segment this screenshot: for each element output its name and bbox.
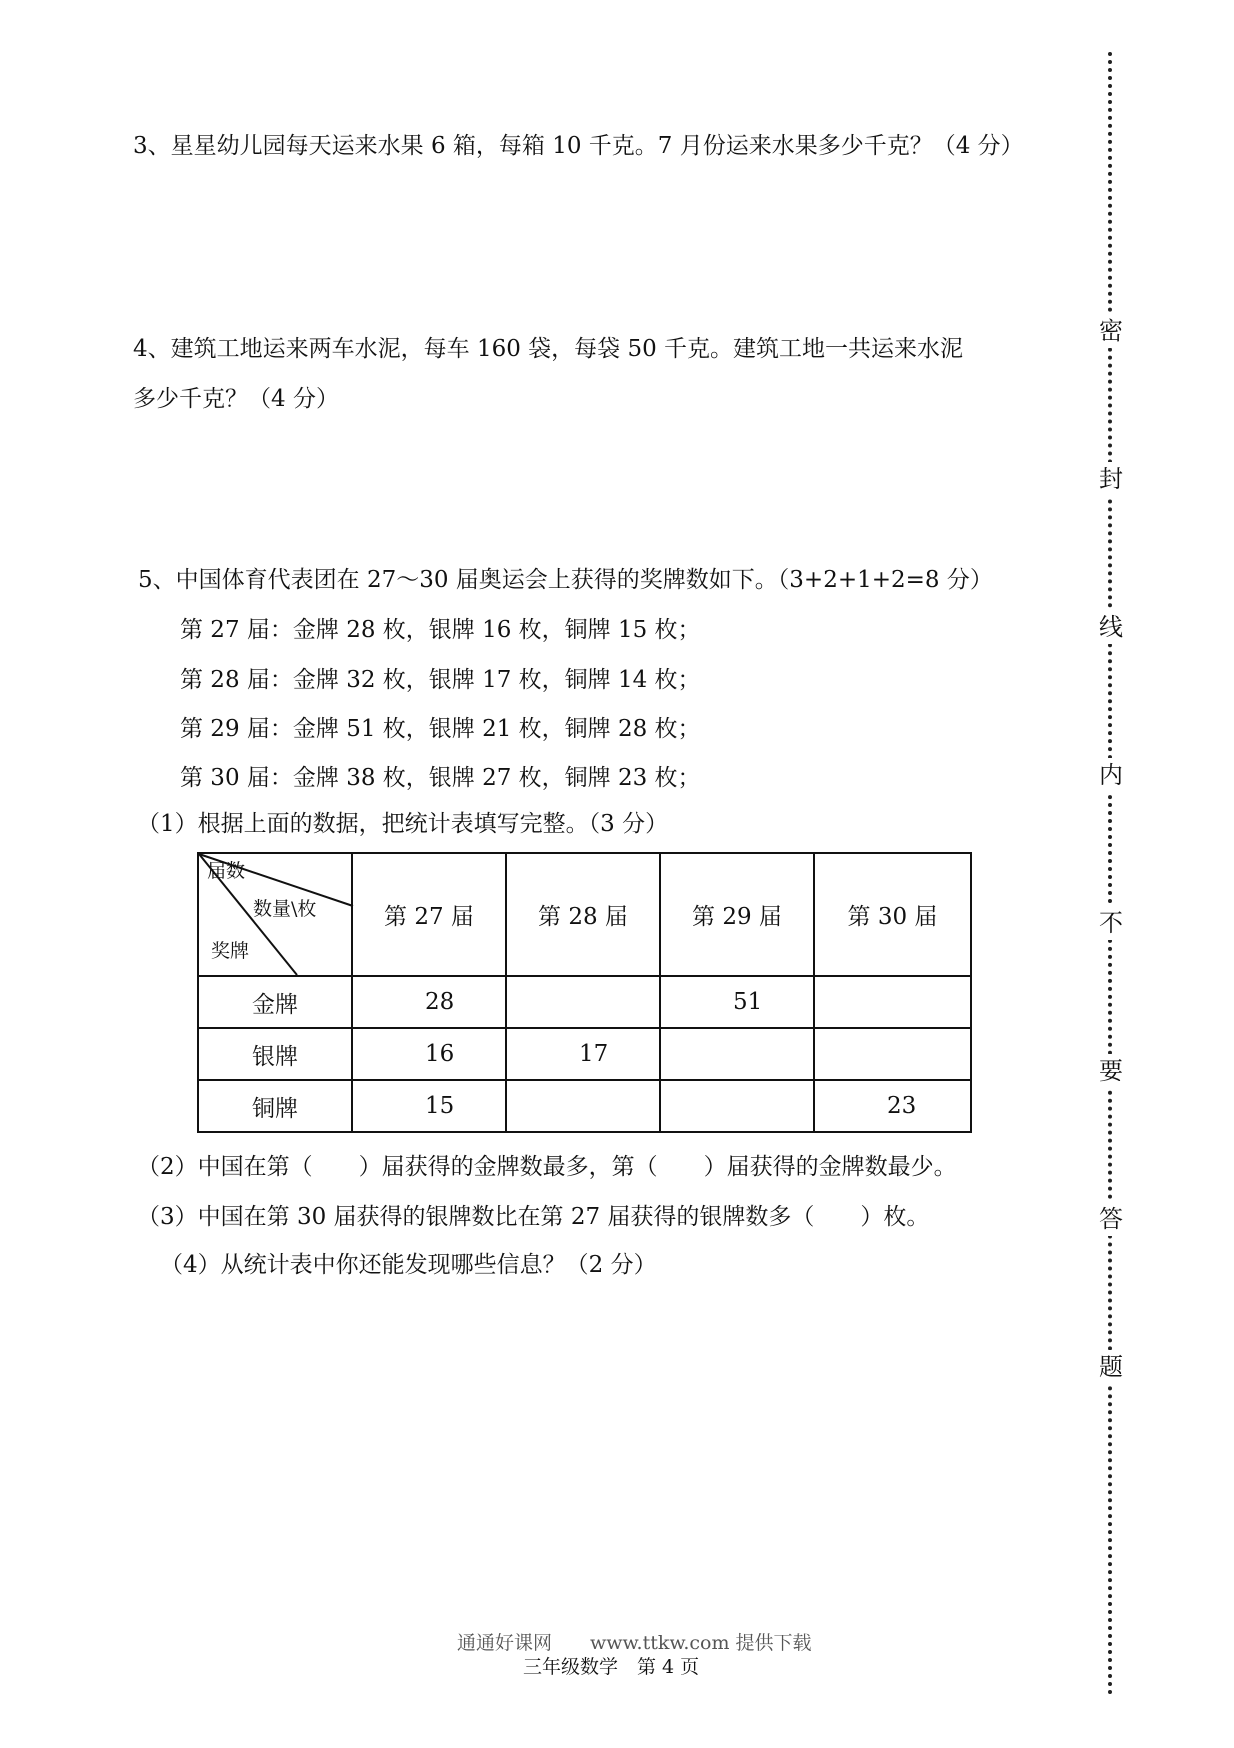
cell-silver-30[interactable] bbox=[814, 1028, 971, 1080]
table-row-bronze bbox=[198, 1080, 971, 1132]
row-label-gold: 金牌 bbox=[198, 976, 352, 1028]
q5-data-line-29: 第 29 届：金牌 51 枚，银牌 21 枚，铜牌 28 枚； bbox=[180, 716, 701, 742]
row-label-bronze: 铜牌 bbox=[198, 1080, 352, 1132]
binding-char-2: 封 bbox=[1094, 462, 1128, 496]
medal-statistics-table bbox=[197, 852, 972, 1133]
column-header-27: 第 27 届 bbox=[352, 853, 506, 976]
cell-gold-29: 51 bbox=[660, 976, 814, 1028]
cell-silver-29[interactable] bbox=[660, 1028, 814, 1080]
question-5-title: 5、中国体育代表团在 27～30 届奥运会上获得的奖牌数如下。（3+2+1+2=8 分） bbox=[138, 567, 993, 593]
sub-question-1: （1）根据上面的数据，把统计表填写完整。（3 分） bbox=[137, 811, 669, 837]
cell-bronze-29[interactable] bbox=[660, 1080, 814, 1132]
table-row-silver bbox=[198, 1028, 971, 1080]
binding-char-5: 不 bbox=[1094, 906, 1128, 940]
question-3: 3、星星幼儿园每天运来水果 6 箱，每箱 10 千克。7 月份运来水果多少千克？（4 分） bbox=[133, 133, 1024, 159]
footer-watermark-text: 通通好课网 www.ttkw.com 提供下载 bbox=[457, 1632, 812, 1654]
q5-data-line-30: 第 30 届：金牌 38 枚，银牌 27 枚，铜牌 23 枚； bbox=[180, 765, 701, 791]
cell-gold-30[interactable] bbox=[814, 976, 971, 1028]
column-header-30: 第 30 届 bbox=[814, 853, 971, 976]
cell-gold-27: 28 bbox=[352, 976, 506, 1028]
diagonal-header-cell bbox=[198, 853, 352, 976]
table-row-gold bbox=[198, 976, 971, 1028]
page-footer: 三年级数学 第 4 页 bbox=[523, 1656, 700, 1678]
question-4-line-1: 4、建筑工地运来两车水泥，每车 160 袋，每袋 50 千克。建筑工地一共运来水泥 bbox=[133, 336, 964, 362]
binding-char-8: 题 bbox=[1094, 1350, 1128, 1384]
cell-bronze-27: 15 bbox=[352, 1080, 506, 1132]
q5-data-line-28: 第 28 届：金牌 32 枚，银牌 17 枚，铜牌 14 枚； bbox=[180, 667, 701, 693]
sub-question-3: （3）中国在第 30 届获得的银牌数比在第 27 届获得的银牌数多（ ）枚。 bbox=[137, 1204, 930, 1230]
diagonal-label-medal: 奖牌 bbox=[211, 940, 250, 962]
diagonal-label-session: 届数 bbox=[207, 860, 246, 882]
binding-char-1: 密 bbox=[1094, 314, 1128, 348]
binding-char-7: 答 bbox=[1094, 1202, 1128, 1236]
table-header-row bbox=[198, 853, 971, 976]
cell-bronze-28[interactable] bbox=[506, 1080, 660, 1132]
cell-bronze-30: 23 bbox=[814, 1080, 971, 1132]
binding-dotted-line bbox=[1108, 52, 1112, 1696]
sub-question-2: （2）中国在第（ ）届获得的金牌数最多，第（ ）届获得的金牌数最少。 bbox=[137, 1154, 957, 1180]
row-label-silver: 银牌 bbox=[198, 1028, 352, 1080]
diagonal-label-quantity: 数量\枚 bbox=[253, 898, 317, 920]
cell-gold-28[interactable] bbox=[506, 976, 660, 1028]
question-4-line-2: 多少千克？（4 分） bbox=[133, 386, 339, 412]
binding-char-4: 内 bbox=[1094, 758, 1128, 792]
binding-char-6: 要 bbox=[1094, 1054, 1128, 1088]
cell-silver-28: 17 bbox=[506, 1028, 660, 1080]
q5-data-line-27: 第 27 届：金牌 28 枚，银牌 16 枚，铜牌 15 枚； bbox=[180, 617, 701, 643]
binding-char-3: 线 bbox=[1094, 610, 1128, 644]
sub-question-4: （4）从统计表中你还能发现哪些信息？（2 分） bbox=[160, 1252, 657, 1278]
column-header-28: 第 28 届 bbox=[506, 853, 660, 976]
column-header-29: 第 29 届 bbox=[660, 853, 814, 976]
cell-silver-27: 16 bbox=[352, 1028, 506, 1080]
